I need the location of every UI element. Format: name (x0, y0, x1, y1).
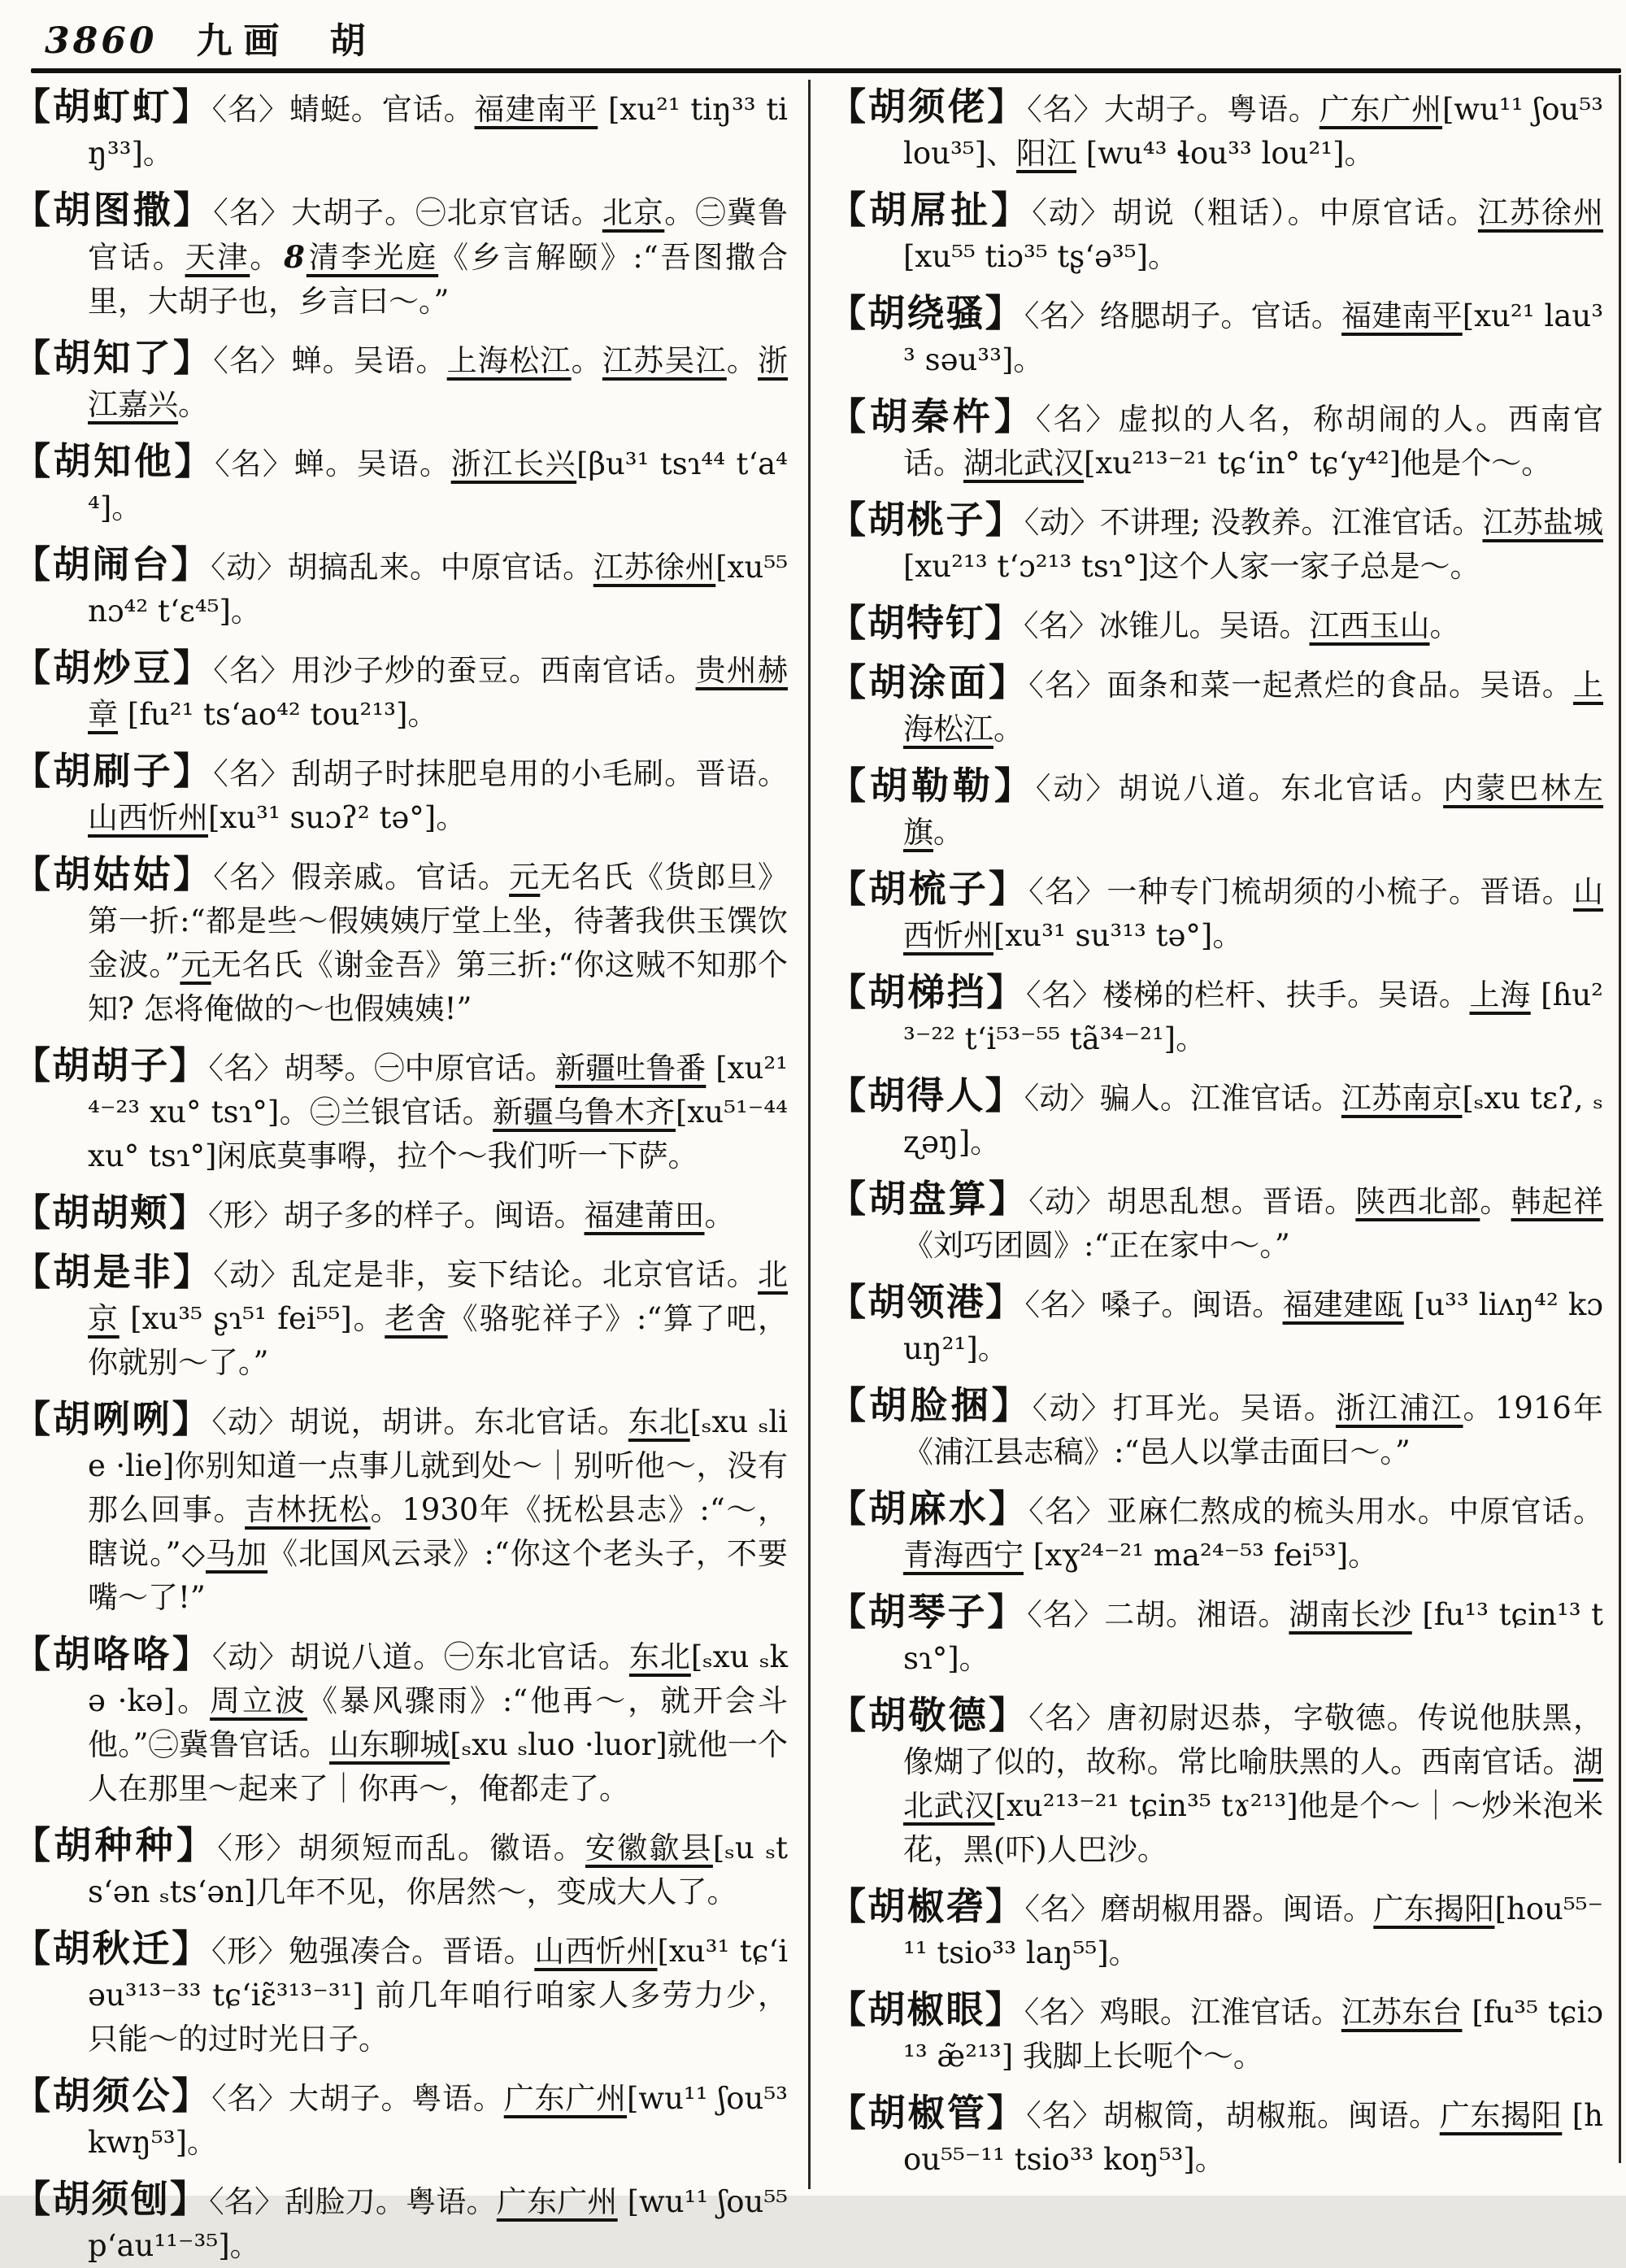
proper-name-segment: 清李光庭 (306, 240, 439, 275)
dictionary-entry (13, 439, 788, 530)
dictionary-entry (828, 867, 1603, 958)
entry-text-segment: 〈名〉虚拟的人名，称胡闹的人。西南官话。 (903, 402, 1604, 481)
entry-text-segment: 〈名〉胡椒筒，胡椒瓶。闽语。 (1026, 2098, 1440, 2133)
entry-text-segment: 。1930年《抚松县志》:“～，瞎说。”◇ (88, 1492, 789, 1571)
entry-text-segment: [xu⁵⁵ tiɔ³⁵ tʂ‘ə³⁵]。 (903, 239, 1179, 274)
entry-text-segment: 〈动〉胡搞乱来。中原官话。 (211, 550, 593, 585)
dictionary-entry (13, 1191, 788, 1238)
entry-text-segment: 〈名〉大胡子。粤语。 (211, 2081, 504, 2116)
entry-headword: 【胡种种】 (13, 1823, 218, 1867)
left-column (8, 85, 793, 2263)
entry-text-segment: [xu³¹ tɕ‘iəu³¹³⁻³³ tɕ‘iɛ̃³¹³⁻³¹] 前几年咱行咱家人多劳力少，只能～的过时光日子。 (88, 1934, 789, 2057)
page-number: 3860 (45, 20, 158, 62)
entry-text-segment: [wu⁴³ ɬou³³ lou²¹]。 (1076, 136, 1375, 171)
entry-text-segment: 〈动〉不讲理; 没教养。江淮官话。 (1024, 505, 1483, 540)
entry-headword: 【胡得人】 (828, 1073, 1024, 1117)
entry-headword: 【胡涂面】 (828, 660, 1029, 704)
entry-headword: 【胡须刨】 (13, 2177, 210, 2221)
entry-headword: 【胡桃子】 (828, 498, 1024, 542)
entry-text-segment: 〈名〉假亲戚。官话。 (213, 860, 510, 895)
proper-name-segment: 湖北武汉 (963, 446, 1084, 481)
entry-text-segment: 〈名〉唐初尉迟恭，字敬德。传说他肤黑，像煳了似的，故称。常比喻肤黑的人。西南官话。 (903, 1700, 1604, 1779)
entry-text-segment: [fu²¹ ts‘ao⁴² tou²¹³]。 (118, 697, 438, 732)
dictionary-entry (828, 291, 1603, 382)
dictionary-entry (13, 1250, 788, 1385)
proper-name-segment: 福建南平 (1341, 298, 1463, 333)
entry-text-segment: 。1916年《浦江县志稿》:“邑人以掌击面曰～。” (903, 1391, 1604, 1469)
entry-text-segment: 〈动〉打耳光。吴语。 (1032, 1391, 1336, 1426)
proper-name-segment: 浙江长兴 (450, 446, 577, 481)
entry-headword: 【胡秋迁】 (13, 1926, 211, 1970)
dictionary-entry (13, 542, 788, 633)
dictionary-entry (828, 2091, 1603, 2182)
entry-text-segment: 〈名〉面条和菜一起煮烂的食品。吴语。 (1028, 668, 1574, 703)
entry-text-segment: 。 (178, 387, 208, 422)
dictionary-entry (828, 1884, 1603, 1975)
entry-text-segment: [hou⁵⁵⁻¹¹ tsio³³ laŋ⁵⁵]。 (903, 1891, 1604, 1970)
entry-text-segment: [xu²¹⁴⁻²³ xu° tsɿ°]。㊁兰银官话。 (88, 1051, 789, 1130)
entry-text-segment: [ₛxu ₛluo ·luor]就他一个人在那里～起来了｜你再～，俺都走了。 (88, 1727, 788, 1806)
proper-name-segment: 江西玉山 (1309, 608, 1430, 643)
page-edge-rule (1619, 75, 1621, 2163)
dictionary-entry (828, 1487, 1603, 1578)
entry-text-segment: 〈形〉胡须短而乱。徽语。 (217, 1831, 585, 1865)
stroke-section-label: 九画 (196, 20, 291, 62)
entry-text-segment: [xu²¹³⁻²¹ tɕin³⁵ tɤ²¹³]他是个～｜～炒米泡米花，黑(吓)人巴沙。 (903, 1788, 1604, 1867)
dictionary-entry (13, 2177, 788, 2268)
proper-name-segment: 上海松江 (446, 343, 572, 378)
entry-headword: 【胡盘算】 (828, 1177, 1029, 1221)
entry-text-segment: [ₛxu tɛʔ, ₛʐəŋ]。 (903, 1081, 1604, 1160)
entry-text-segment: 《骆驼祥子》:“算了吧，你就别～了。” (88, 1301, 789, 1380)
proper-name-segment: 广东广州 (503, 2081, 627, 2116)
proper-name-segment: 江苏东台 (1341, 1995, 1463, 2030)
entry-headword: 【胡胡子】 (13, 1043, 209, 1087)
entry-headword: 【胡屌扯】 (828, 188, 1033, 232)
dictionary-entry (828, 1987, 1603, 2079)
entry-text-segment: 。 (1480, 1184, 1511, 1219)
dictionary-entry (828, 601, 1603, 648)
entry-text-segment: 〈名〉大胡子。粤语。 (1027, 92, 1319, 127)
entry-text-segment: 《刘巧团圆》:“正在家中～。” (903, 1228, 1290, 1263)
entry-text-segment: [xu³¹ su³¹³ tə°]。 (993, 918, 1243, 953)
dictionary-entry (13, 1043, 788, 1178)
dictionary-entry (13, 646, 788, 737)
entry-text-segment: 〈名〉一种专门梳胡须的小梳子。晋语。 (1028, 874, 1574, 909)
proper-name-segment: 广东广州 (1319, 92, 1442, 127)
dictionary-entry (13, 336, 788, 427)
entry-text-segment: 〈动〉胡说（粗话）。中原官话。 (1032, 195, 1478, 230)
proper-name-segment: 安徽歙县 (585, 1831, 713, 1865)
entry-text-segment: 〈动〉乱定是非，妄下结论。北京官话。 (213, 1257, 759, 1292)
dictionary-entry (828, 1590, 1603, 1681)
dictionary-entry (828, 764, 1603, 855)
proper-name-segment: 山西忻州 (88, 800, 208, 835)
entry-text-segment: 《北国风云录》:“你这个老头子，不要嘴～了!” (88, 1536, 789, 1615)
entry-text-segment: 〈名〉二胡。湘语。 (1027, 1597, 1289, 1632)
dictionary-entry (13, 1632, 788, 1811)
dictionary-entry (828, 660, 1603, 751)
dictionary-entry (828, 1693, 1603, 1872)
entry-text-segment: [ɦu²³⁻²² t‘i⁵³⁻⁵⁵ tã³⁴⁻²¹]。 (903, 977, 1603, 1056)
dictionary-entry (828, 1177, 1603, 1268)
entry-text-segment: 〈形〉勉强凑合。晋语。 (211, 1934, 535, 1969)
entry-text-segment: 《暴风骤雨》:“他再～，就开会斗他。”㊁冀鲁官话。 (88, 1683, 789, 1762)
entry-headword: 【胡梳子】 (828, 867, 1029, 911)
dictionary-entry (828, 498, 1603, 589)
entry-headword: 【胡咧咧】 (13, 1397, 212, 1441)
proper-name-segment: 山东聊城 (329, 1727, 450, 1762)
entry-headword: 【胡椒砻】 (828, 1884, 1025, 1928)
entry-headword: 【胡梯挡】 (828, 970, 1026, 1014)
proper-name-segment: 上海松江 (903, 668, 1604, 747)
entry-text-segment: 。 (726, 343, 759, 378)
entry-headword: 【胡麻水】 (828, 1487, 1029, 1530)
proper-name-segment: 福建建瓯 (1282, 1287, 1404, 1322)
entry-text-segment: 。 (704, 1198, 735, 1233)
page-header (45, 11, 1602, 63)
column-gap (793, 85, 824, 2189)
proper-name-segment: 内蒙巴林左旗 (903, 771, 1604, 850)
proper-name-segment: 北京 (88, 1257, 789, 1336)
entry-text-segment: [xu²¹ tiŋ³³ tiŋ³³]。 (88, 92, 789, 171)
proper-name-segment: 浙江嘉兴 (88, 343, 789, 422)
proper-name-segment: 东北 (628, 1404, 690, 1439)
entry-text-segment: 〈名〉冰锥儿。吴语。 (1024, 608, 1310, 643)
entry-headword: 【胡刷子】 (13, 749, 214, 793)
dictionary-entry (828, 85, 1603, 176)
entry-headword: 【胡椒管】 (828, 2091, 1027, 2135)
entry-headword: 【胡虰虰】 (13, 85, 212, 128)
proper-name-segment: 福建南平 (474, 92, 598, 127)
entry-headword: 【胡脸捆】 (828, 1383, 1033, 1427)
proper-name-segment: 江苏徐州 (1477, 195, 1604, 230)
entry-text-segment: 〈动〉胡说，胡讲。东北官话。 (211, 1404, 628, 1439)
entry-text-segment: 〈动〉胡说八道。㊀东北官话。 (211, 1639, 629, 1674)
proper-name-segment: 陕西北部 (1355, 1184, 1480, 1219)
proper-name-segment: 周立波 (210, 1683, 308, 1718)
entry-headword: 【胡炒豆】 (13, 646, 214, 690)
entry-text-segment: 〈名〉楼梯的栏杆、扶手。吴语。 (1026, 977, 1470, 1012)
entry-text-segment: [xu²¹³ t‘ɔ²¹³ tsɿ°]这个人家一家子总是～。 (903, 549, 1480, 584)
entry-text-segment: 〈名〉鸡眼。江淮官话。 (1024, 1995, 1341, 2030)
dictionary-entry (828, 1280, 1603, 1371)
entry-text-segment: 〈名〉嗓子。闽语。 (1024, 1287, 1283, 1322)
proper-name-segment: 贵州赫章 (88, 653, 789, 732)
entry-text-segment: 〈名〉络腮胡子。官话。 (1024, 298, 1342, 333)
entry-text-segment: 。 (933, 815, 963, 850)
entry-text-segment: 〈动〉骗人。江淮官话。 (1024, 1081, 1341, 1116)
dictionary-entry (13, 188, 788, 324)
dictionary-entry (13, 85, 788, 176)
entry-headword: 【胡胡颊】 (13, 1191, 208, 1234)
entry-text-segment: 无名氏《货郎旦》第一折:“都是些～假姨姨厅堂上坐，待著我供玉馔饮金波。” (88, 860, 789, 982)
entry-headword: 【胡勒勒】 (828, 764, 1036, 808)
entry-headword: 【胡须佬】 (828, 85, 1028, 128)
dictionary-entry (828, 970, 1603, 1061)
two-column-text-area (8, 85, 1615, 2263)
entry-headword: 【胡须公】 (13, 2074, 212, 2118)
entry-headword: 【胡特钉】 (828, 601, 1024, 645)
entry-headword: 【胡琴子】 (828, 1590, 1028, 1634)
proper-name-segment: 新疆乌鲁木齐 (493, 1095, 676, 1130)
entry-text-segment: 。 (571, 343, 602, 378)
entry-text-segment: [wu¹¹ ʃou⁵⁵ p‘au¹¹⁻³⁵]。 (88, 2184, 789, 2263)
proper-name-segment: 北京 (602, 195, 665, 230)
entry-headword: 【胡是非】 (13, 1250, 214, 1294)
dictionary-entry (828, 1073, 1603, 1164)
entry-text-segment: 〈名〉亚麻仁熬成的梳头用水。中原官话。 (1028, 1494, 1604, 1529)
proper-name-segment: 广东广州 (496, 2184, 618, 2219)
entry-text-segment: 。 (250, 240, 283, 275)
entry-text-segment: 〈形〉胡子多的样子。闽语。 (208, 1198, 585, 1233)
dictionary-entry (828, 188, 1603, 279)
entry-text-segment: 《乡言解颐》:“吾图撒合里，大胡子也，乡言曰～。” (88, 240, 789, 319)
proper-name-segment: 山西忻州 (534, 1934, 658, 1969)
proper-name-segment: 福建莆田 (584, 1198, 705, 1233)
entry-headword: 【胡知他】 (13, 439, 215, 483)
proper-name-segment: 青海西宁 (903, 1538, 1024, 1573)
proper-name-segment: 湖北武汉 (903, 1744, 1603, 1823)
proper-name-segment: 上海 (1469, 977, 1531, 1012)
entry-text-segment: 〈名〉用沙子炒的蚕豆。西南官话。 (213, 653, 696, 688)
entry-text-segment: 〈名〉胡琴。㊀中原官话。 (208, 1051, 555, 1086)
entry-headword: 【胡椒眼】 (828, 1987, 1024, 2031)
entry-text-segment: 〈名〉蝉。吴语。 (213, 343, 447, 378)
proper-name-segment: 元 (509, 860, 541, 895)
dictionary-entry (13, 852, 788, 1031)
dictionary-entry (13, 1397, 788, 1620)
proper-name-segment: 山西忻州 (903, 874, 1604, 953)
right-column (824, 85, 1608, 2189)
entry-text-segment: [ₛxu ₛkə ·kə]。 (88, 1639, 789, 1718)
proper-name-segment: 湖南长沙 (1289, 1597, 1412, 1632)
entry-headword: 【胡图撒】 (13, 188, 214, 232)
entry-text-segment: 〈名〉刮胡子时抹肥皂用的小毛刷。晋语。 (213, 756, 789, 791)
entry-text-segment: 〈名〉刮脸刀。粤语。 (209, 2184, 497, 2219)
column-divider-rule (808, 80, 811, 2189)
entry-headword: 【胡姑姑】 (13, 852, 214, 896)
proper-name-segment: 马加 (206, 1536, 268, 1571)
dictionary-entry (828, 394, 1603, 485)
entry-text-segment: 〈名〉蝉。吴语。 (215, 446, 451, 481)
entry-text-segment: [wu¹¹ ʃou⁵³ kwŋ⁵³]。 (88, 2081, 788, 2160)
entry-text-segment: 。 (993, 712, 1024, 747)
proper-name-segment: 广东揭阳 (1439, 2098, 1563, 2133)
entry-text-segment: 〈名〉大胡子。㊀北京官话。 (213, 195, 602, 230)
dictionary-entry (13, 1823, 788, 1914)
proper-name-segment: 江苏吴江 (602, 343, 727, 378)
entry-text-segment: [xu⁵⁵ nɔ⁴² t‘ɛ⁴⁵]。 (88, 550, 789, 629)
proper-name-segment: 江苏盐城 (1482, 505, 1604, 540)
proper-name-segment: 广东揭阳 (1373, 1891, 1495, 1926)
proper-name-segment: 韩起祥 (1511, 1184, 1604, 1219)
entry-text-segment: 。 (1429, 608, 1460, 643)
head-character: 胡 (329, 20, 367, 62)
entry-text-segment: [xu³¹ suɔʔ² tə°]。 (208, 800, 467, 835)
entry-text-segment: 。㊁冀鲁官话。 (88, 195, 789, 275)
proper-name-segment: 元 (180, 947, 211, 982)
entry-text-segment: [ₛxu ₛlie ·lie]你别知道一点事儿就到处～｜别听他～，没有那么回事。 (88, 1404, 789, 1527)
proper-name-segment: 江苏徐州 (593, 550, 716, 585)
proper-name-segment: 新疆吐鲁番 (554, 1051, 706, 1086)
citation-mark: 8 (284, 239, 305, 275)
dictionary-entry (828, 1383, 1603, 1474)
entry-text-segment: [ₛu ₛts‘ən ₛts‘ən]几年不见，你居然～，变成大人了。 (88, 1831, 789, 1909)
proper-name-segment: 东北 (628, 1639, 691, 1674)
entry-headword: 【胡知了】 (13, 336, 214, 380)
entry-text-segment: 〈名〉蜻蜓。官话。 (211, 92, 475, 127)
entry-text-segment: [fu³⁵ tɕiɔ¹³ æ̃²¹³] 我脚上长呃个～。 (903, 1995, 1604, 2074)
proper-name-segment: 浙江浦江 (1335, 1391, 1463, 1426)
entry-text-segment: [xu²¹ lau³³ səu³³]。 (903, 298, 1604, 377)
header-rule (31, 68, 1621, 73)
entry-text-segment: [βu³¹ tsɿ⁴⁴ t‘a⁴⁴]。 (88, 446, 789, 525)
entry-text-segment: 〈动〉胡说八道。东北官话。 (1035, 771, 1444, 806)
entry-headword: 【胡敬德】 (828, 1693, 1029, 1737)
entry-text-segment: 〈动〉胡思乱想。晋语。 (1028, 1184, 1356, 1219)
entry-headword: 【胡秦杵】 (828, 394, 1036, 438)
entry-headword: 【胡咯咯】 (13, 1632, 212, 1676)
entry-text-segment: [xɣ²⁴⁻²¹ ma²⁴⁻⁵³ fei⁵³]。 (1024, 1538, 1379, 1573)
entry-text-segment: [hou⁵⁵⁻¹¹ tsio³³ koŋ⁵³]。 (903, 2098, 1604, 2177)
proper-name-segment: 阳江 (1016, 136, 1077, 171)
entry-text-segment: [xu²¹³⁻²¹ tɕ‘in° tɕ‘y⁴²]他是个～。 (1084, 446, 1552, 481)
entry-text-segment: [xu³⁵ ʂɿ⁵¹ fei⁵⁵]。 (119, 1301, 385, 1336)
entry-text-segment: 无名氏《谢金吾》第三折:“你这贼不知那个知? 怎将俺做的～也假姨姨!” (88, 947, 789, 1026)
proper-name-segment: 老舍 (385, 1301, 448, 1336)
dictionary-entry (13, 2074, 788, 2165)
proper-name-segment: 江苏南京 (1341, 1081, 1463, 1116)
dictionary-entry (13, 1926, 788, 2061)
entry-text-segment: [fu¹³ tɕin¹³ tsɿ°]。 (903, 1597, 1604, 1676)
entry-text-segment: [xu⁵¹⁻⁴⁴ xu° tsɿ°]闲底莫事嘚，拉个～我们听一下萨。 (88, 1095, 788, 1173)
proper-name-segment: 吉林抚松 (245, 1492, 371, 1527)
proper-name-segment: 天津 (185, 240, 250, 275)
entry-text-segment: [wu¹¹ ʃou⁵³ lou³⁵]、 (903, 92, 1603, 171)
entry-text-segment: [u³³ liʌŋ⁴² kɔuŋ²¹]。 (903, 1287, 1604, 1366)
entry-headword: 【胡绕骚】 (828, 291, 1024, 335)
entry-headword: 【胡闹台】 (13, 542, 211, 586)
entry-text-segment: 〈名〉磨胡椒用器。闽语。 (1024, 1891, 1374, 1926)
entry-headword: 【胡领港】 (828, 1280, 1025, 1324)
dictionary-entry (13, 749, 788, 840)
